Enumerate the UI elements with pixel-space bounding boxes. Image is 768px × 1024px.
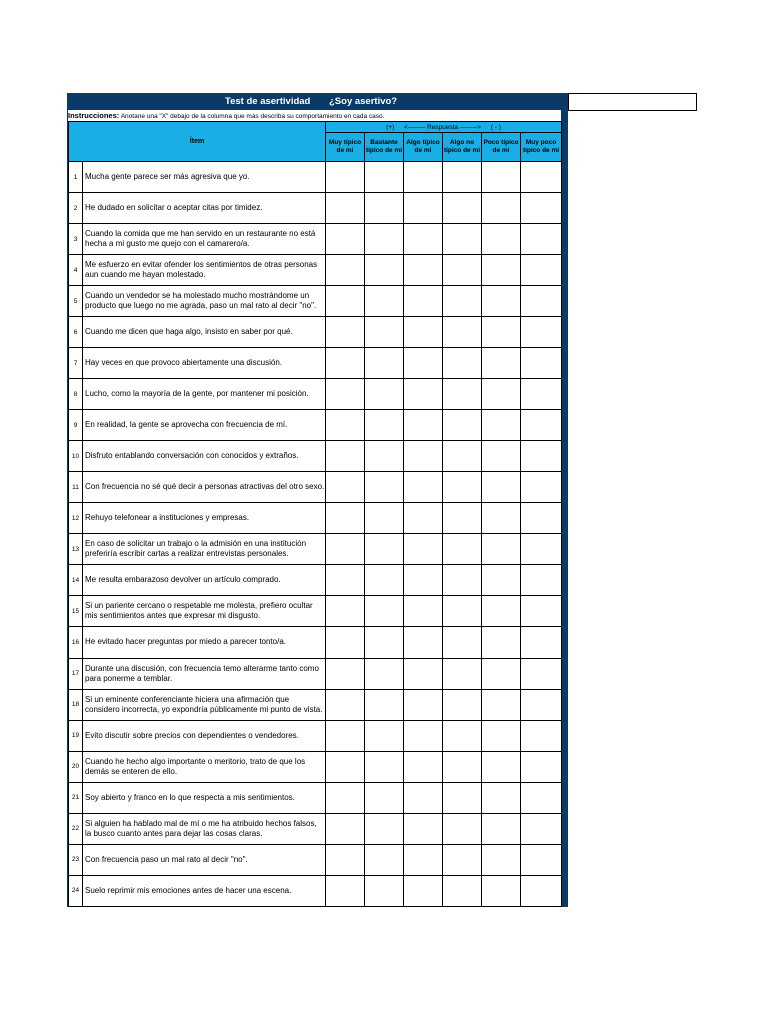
answer-cell[interactable] xyxy=(482,782,521,813)
answer-cell[interactable] xyxy=(521,596,562,627)
item-text: Cuando la comida que me han servido en un restaurante no está hecha a mi gusto me quejo con el camarero/a. xyxy=(83,224,326,255)
answer-cell[interactable] xyxy=(443,875,482,906)
answer-cell[interactable] xyxy=(443,627,482,658)
answer-cell[interactable] xyxy=(521,782,562,813)
answer-cell[interactable] xyxy=(326,596,365,627)
item-number: 9 xyxy=(69,410,83,441)
answer-cell[interactable] xyxy=(521,720,562,751)
answer-cell[interactable] xyxy=(482,596,521,627)
table-row xyxy=(69,162,562,193)
answer-cell[interactable] xyxy=(404,224,443,255)
answer-cell[interactable] xyxy=(326,503,365,534)
answer-cell[interactable] xyxy=(521,286,562,317)
table-row xyxy=(69,193,562,224)
items-body xyxy=(69,162,562,907)
table-row xyxy=(69,317,562,348)
answer-cell[interactable] xyxy=(365,689,404,720)
answer-cell[interactable] xyxy=(521,193,562,224)
option-header-1: Muy típico de mi xyxy=(326,133,365,162)
table-row xyxy=(69,379,562,410)
item-number: 11 xyxy=(69,472,83,503)
answer-cell[interactable] xyxy=(404,441,443,472)
answer-cell[interactable] xyxy=(326,565,365,596)
table-row xyxy=(69,255,562,286)
answer-cell[interactable] xyxy=(521,317,562,348)
answer-cell[interactable] xyxy=(482,720,521,751)
answer-cell[interactable] xyxy=(404,596,443,627)
answer-cell[interactable] xyxy=(521,441,562,472)
answer-cell[interactable] xyxy=(482,689,521,720)
answer-cell[interactable] xyxy=(482,379,521,410)
answer-cell[interactable] xyxy=(443,441,482,472)
answer-cell[interactable] xyxy=(443,689,482,720)
answer-cell[interactable] xyxy=(326,627,365,658)
answer-cell[interactable] xyxy=(443,379,482,410)
answer-cell[interactable] xyxy=(404,410,443,441)
answer-cell[interactable] xyxy=(443,317,482,348)
answer-cell[interactable] xyxy=(404,503,443,534)
item-text: Cuando me dicen que haga algo, insisto en saber por qué. xyxy=(83,317,326,348)
answer-cell[interactable] xyxy=(326,689,365,720)
answer-cell[interactable] xyxy=(404,534,443,565)
option-header-3: Algo típico de mi xyxy=(404,133,443,162)
answer-cell[interactable] xyxy=(521,224,562,255)
answer-cell[interactable] xyxy=(521,503,562,534)
item-number: 22 xyxy=(69,813,83,844)
answer-cell[interactable] xyxy=(443,782,482,813)
instructions-text: Anotane una "X" debajo de la columna que más describa su comportamiento en cada caso. xyxy=(120,113,385,120)
item-text: Cuando he hecho algo importante o meritorio, trato de que los demás se enteren de ello. xyxy=(83,751,326,782)
answer-cell[interactable] xyxy=(443,503,482,534)
item-text: Cuando un vendedor se ha molestado mucho mostrándome un producto que luego no me agrada, paso un mal rato al decir "no". xyxy=(83,286,326,317)
answer-cell[interactable] xyxy=(404,255,443,286)
answer-cell[interactable] xyxy=(443,813,482,844)
table-row xyxy=(69,751,562,782)
item-number: 2 xyxy=(69,193,83,224)
item-column-header: Ítem xyxy=(69,122,326,162)
answer-cell[interactable] xyxy=(404,751,443,782)
answer-cell[interactable] xyxy=(521,627,562,658)
answer-cell[interactable] xyxy=(365,286,404,317)
answer-cell[interactable] xyxy=(365,813,404,844)
item-number: 12 xyxy=(69,503,83,534)
answer-cell[interactable] xyxy=(482,441,521,472)
answer-cell[interactable] xyxy=(365,565,404,596)
item-text: Con frecuencia paso un mal rato al decir "no". xyxy=(83,844,326,875)
answer-cell[interactable] xyxy=(326,875,365,906)
answer-cell[interactable] xyxy=(482,286,521,317)
answer-cell[interactable] xyxy=(443,410,482,441)
answer-cell[interactable] xyxy=(482,751,521,782)
answer-cell[interactable] xyxy=(365,255,404,286)
answer-cell[interactable] xyxy=(482,224,521,255)
answer-cell[interactable] xyxy=(365,875,404,906)
item-text: Si un eminente conferenciante hiciera una afirmación que considero incorrecta, yo expondría públicamente mi punto de vista. xyxy=(83,689,326,720)
item-text: Hay veces en que provoco abiertamente una discusión. xyxy=(83,348,326,379)
answer-cell[interactable] xyxy=(365,503,404,534)
answer-cell[interactable] xyxy=(521,751,562,782)
scale-plus: (+) xyxy=(386,123,395,131)
answer-cell[interactable] xyxy=(365,348,404,379)
answer-cell[interactable] xyxy=(482,472,521,503)
answer-cell[interactable] xyxy=(482,658,521,689)
table-row xyxy=(69,348,562,379)
item-text: Me esfuerzo en evitar ofender los sentimientos de otras personas aun cuando me hayan molestado. xyxy=(83,255,326,286)
answer-cell[interactable] xyxy=(443,255,482,286)
table-row xyxy=(69,441,562,472)
item-text: Rehuyo telefonear a instituciones y empresas. xyxy=(83,503,326,534)
item-number: 20 xyxy=(69,751,83,782)
table-row xyxy=(69,844,562,875)
answer-cell[interactable] xyxy=(404,379,443,410)
answer-cell[interactable] xyxy=(326,813,365,844)
item-number: 17 xyxy=(69,658,83,689)
item-number: 5 xyxy=(69,286,83,317)
answer-cell[interactable] xyxy=(521,255,562,286)
answer-cell[interactable] xyxy=(482,875,521,906)
option-header-2: Bastante típico de mi xyxy=(365,133,404,162)
option-header-6: Muy poco típico de mi xyxy=(521,133,562,162)
title-bar xyxy=(67,93,562,110)
answer-cell[interactable] xyxy=(443,751,482,782)
table-row xyxy=(69,813,562,844)
answer-cell[interactable] xyxy=(404,193,443,224)
answer-cell[interactable] xyxy=(365,410,404,441)
item-text: Si alguien ha hablado mal de mí o me ha atribuido hechos falsos, la busco cuanto antes para dejar las cosas claras. xyxy=(83,813,326,844)
table-row xyxy=(69,472,562,503)
answer-cell[interactable] xyxy=(521,472,562,503)
answer-cell[interactable] xyxy=(404,317,443,348)
answer-cell[interactable] xyxy=(326,441,365,472)
answer-cell[interactable] xyxy=(326,193,365,224)
answer-cell[interactable] xyxy=(521,689,562,720)
answer-cell[interactable] xyxy=(365,844,404,875)
answer-cell[interactable] xyxy=(443,472,482,503)
answer-cell[interactable] xyxy=(404,627,443,658)
answer-cell[interactable] xyxy=(404,162,443,193)
scale-label: <-------- Respuesta --------> xyxy=(404,123,481,131)
answer-cell[interactable] xyxy=(482,813,521,844)
item-number: 6 xyxy=(69,317,83,348)
item-number: 13 xyxy=(69,534,83,565)
answer-cell[interactable] xyxy=(443,658,482,689)
item-number: 18 xyxy=(69,689,83,720)
answer-cell[interactable] xyxy=(365,751,404,782)
option-header-5: Poco típico de mi xyxy=(482,133,521,162)
item-text: Soy abierto y franco en lo que respecta a mis sentimientos. xyxy=(83,782,326,813)
item-text: En realidad, la gente se aprovecha con frecuencia de mí. xyxy=(83,410,326,441)
answer-cell[interactable] xyxy=(326,658,365,689)
answer-cell[interactable] xyxy=(404,286,443,317)
answer-cell[interactable] xyxy=(365,658,404,689)
table-row xyxy=(69,286,562,317)
item-number: 3 xyxy=(69,224,83,255)
answer-cell[interactable] xyxy=(326,348,365,379)
table-row xyxy=(69,782,562,813)
answer-cell[interactable] xyxy=(326,472,365,503)
answer-cell[interactable] xyxy=(326,162,365,193)
answer-cell[interactable] xyxy=(326,224,365,255)
instructions xyxy=(68,110,561,121)
answer-cell[interactable] xyxy=(482,193,521,224)
item-number: 15 xyxy=(69,596,83,627)
answer-cell[interactable] xyxy=(443,286,482,317)
item-text: Suelo reprimir mis emociones antes de hacer una escena. xyxy=(83,875,326,906)
answer-cell[interactable] xyxy=(482,162,521,193)
answer-cell[interactable] xyxy=(326,534,365,565)
answer-cell[interactable] xyxy=(521,410,562,441)
answer-cell[interactable] xyxy=(521,565,562,596)
item-number: 4 xyxy=(69,255,83,286)
table-row xyxy=(69,410,562,441)
answer-cell[interactable] xyxy=(404,875,443,906)
answer-cell[interactable] xyxy=(521,534,562,565)
table-row xyxy=(69,565,562,596)
answer-cell[interactable] xyxy=(521,658,562,689)
answer-cell[interactable] xyxy=(521,875,562,906)
answer-cell[interactable] xyxy=(521,813,562,844)
answer-cell[interactable] xyxy=(482,844,521,875)
title-right: ¿Soy asertivo? xyxy=(329,96,398,107)
answer-cell[interactable] xyxy=(404,348,443,379)
answer-cell[interactable] xyxy=(482,565,521,596)
answer-cell[interactable] xyxy=(404,472,443,503)
answer-cell[interactable] xyxy=(482,503,521,534)
questionnaire-sheet xyxy=(67,93,568,907)
answer-cell[interactable] xyxy=(365,534,404,565)
table-row xyxy=(69,224,562,255)
answer-cell[interactable] xyxy=(365,317,404,348)
table-row xyxy=(69,658,562,689)
response-scale-header xyxy=(326,122,562,133)
side-cell[interactable] xyxy=(568,93,697,111)
answer-cell[interactable] xyxy=(404,658,443,689)
answer-cell[interactable] xyxy=(365,472,404,503)
answer-cell[interactable] xyxy=(482,317,521,348)
answer-cell[interactable] xyxy=(404,565,443,596)
answer-cell[interactable] xyxy=(365,441,404,472)
answer-cell[interactable] xyxy=(365,224,404,255)
answer-cell[interactable] xyxy=(521,379,562,410)
answer-cell[interactable] xyxy=(482,348,521,379)
option-header-4: Algo no típico de mi xyxy=(443,133,482,162)
item-text: Si un pariente cercano o respetable me molesta, prefiero ocultar mis sentimientos antes que expresar mi disgusto. xyxy=(83,596,326,627)
answer-cell[interactable] xyxy=(443,162,482,193)
instructions-label: Instrucciones: xyxy=(68,111,120,120)
item-number: 19 xyxy=(69,720,83,751)
answer-cell[interactable] xyxy=(404,844,443,875)
answer-cell[interactable] xyxy=(326,720,365,751)
answer-cell[interactable] xyxy=(482,255,521,286)
answer-cell[interactable] xyxy=(443,193,482,224)
table-row xyxy=(69,875,562,906)
answer-cell[interactable] xyxy=(326,255,365,286)
answer-cell[interactable] xyxy=(482,627,521,658)
answer-cell[interactable] xyxy=(365,720,404,751)
item-text: Disfruto entablando conversación con conocidos y extraños. xyxy=(83,441,326,472)
answer-cell[interactable] xyxy=(521,162,562,193)
answer-cell[interactable] xyxy=(365,596,404,627)
item-text: Lucho, como la mayoría de la gente, por mantener mi posición. xyxy=(83,379,326,410)
answer-cell[interactable] xyxy=(404,813,443,844)
answer-cell[interactable] xyxy=(365,162,404,193)
item-number: 1 xyxy=(69,162,83,193)
answer-cell[interactable] xyxy=(482,534,521,565)
answer-cell[interactable] xyxy=(326,317,365,348)
item-text: Evito discutir sobre precios con dependientes o vendedores. xyxy=(83,720,326,751)
item-number: 7 xyxy=(69,348,83,379)
answer-cell[interactable] xyxy=(365,379,404,410)
table-row xyxy=(69,534,562,565)
answer-cell[interactable] xyxy=(404,720,443,751)
item-text: Durante una discusión, con frecuencia temo alterarme tanto como para ponerme a temblar. xyxy=(83,658,326,689)
answer-cell[interactable] xyxy=(326,782,365,813)
answer-cell[interactable] xyxy=(404,689,443,720)
answer-cell[interactable] xyxy=(326,751,365,782)
answer-cell[interactable] xyxy=(365,627,404,658)
item-text: Me resulta embarazoso devolver un artículo comprado. xyxy=(83,565,326,596)
answer-cell[interactable] xyxy=(482,410,521,441)
item-number: 16 xyxy=(69,627,83,658)
table-row xyxy=(69,503,562,534)
table-row xyxy=(69,689,562,720)
answer-cell[interactable] xyxy=(443,224,482,255)
answer-cell[interactable] xyxy=(326,844,365,875)
table-row xyxy=(69,627,562,658)
item-number: 24 xyxy=(69,875,83,906)
item-text: En caso de solicitar un trabajo o la admisión en una institución preferiría escribir cartas a realizar entrevistas personales. xyxy=(83,534,326,565)
answer-cell[interactable] xyxy=(326,286,365,317)
answer-grid xyxy=(68,121,562,907)
answer-cell[interactable] xyxy=(443,565,482,596)
item-number: 10 xyxy=(69,441,83,472)
table-row xyxy=(69,720,562,751)
item-number: 14 xyxy=(69,565,83,596)
item-text: He evitado hacer preguntas por miedo a parecer tonto/a. xyxy=(83,627,326,658)
item-number: 23 xyxy=(69,844,83,875)
answer-cell[interactable] xyxy=(443,596,482,627)
answer-cell[interactable] xyxy=(326,410,365,441)
answer-cell[interactable] xyxy=(443,720,482,751)
scale-minus: ( - ) xyxy=(490,123,501,131)
answer-cell[interactable] xyxy=(404,782,443,813)
item-text: Con frecuencia no sé qué decir a personas atractivas del otro sexo. xyxy=(83,472,326,503)
title-left: Test de asertividad xyxy=(225,96,311,107)
table-row xyxy=(69,596,562,627)
item-text: Mucha gente parece ser más agresiva que yo. xyxy=(83,162,326,193)
answer-cell[interactable] xyxy=(365,782,404,813)
item-number: 8 xyxy=(69,379,83,410)
answer-cell[interactable] xyxy=(443,534,482,565)
answer-cell[interactable] xyxy=(443,844,482,875)
item-number: 21 xyxy=(69,782,83,813)
answer-cell[interactable] xyxy=(326,379,365,410)
answer-cell[interactable] xyxy=(365,193,404,224)
answer-cell[interactable] xyxy=(521,348,562,379)
answer-cell[interactable] xyxy=(521,844,562,875)
answer-cell[interactable] xyxy=(443,348,482,379)
item-text: He dudado en solicitar o aceptar citas por timidez. xyxy=(83,193,326,224)
